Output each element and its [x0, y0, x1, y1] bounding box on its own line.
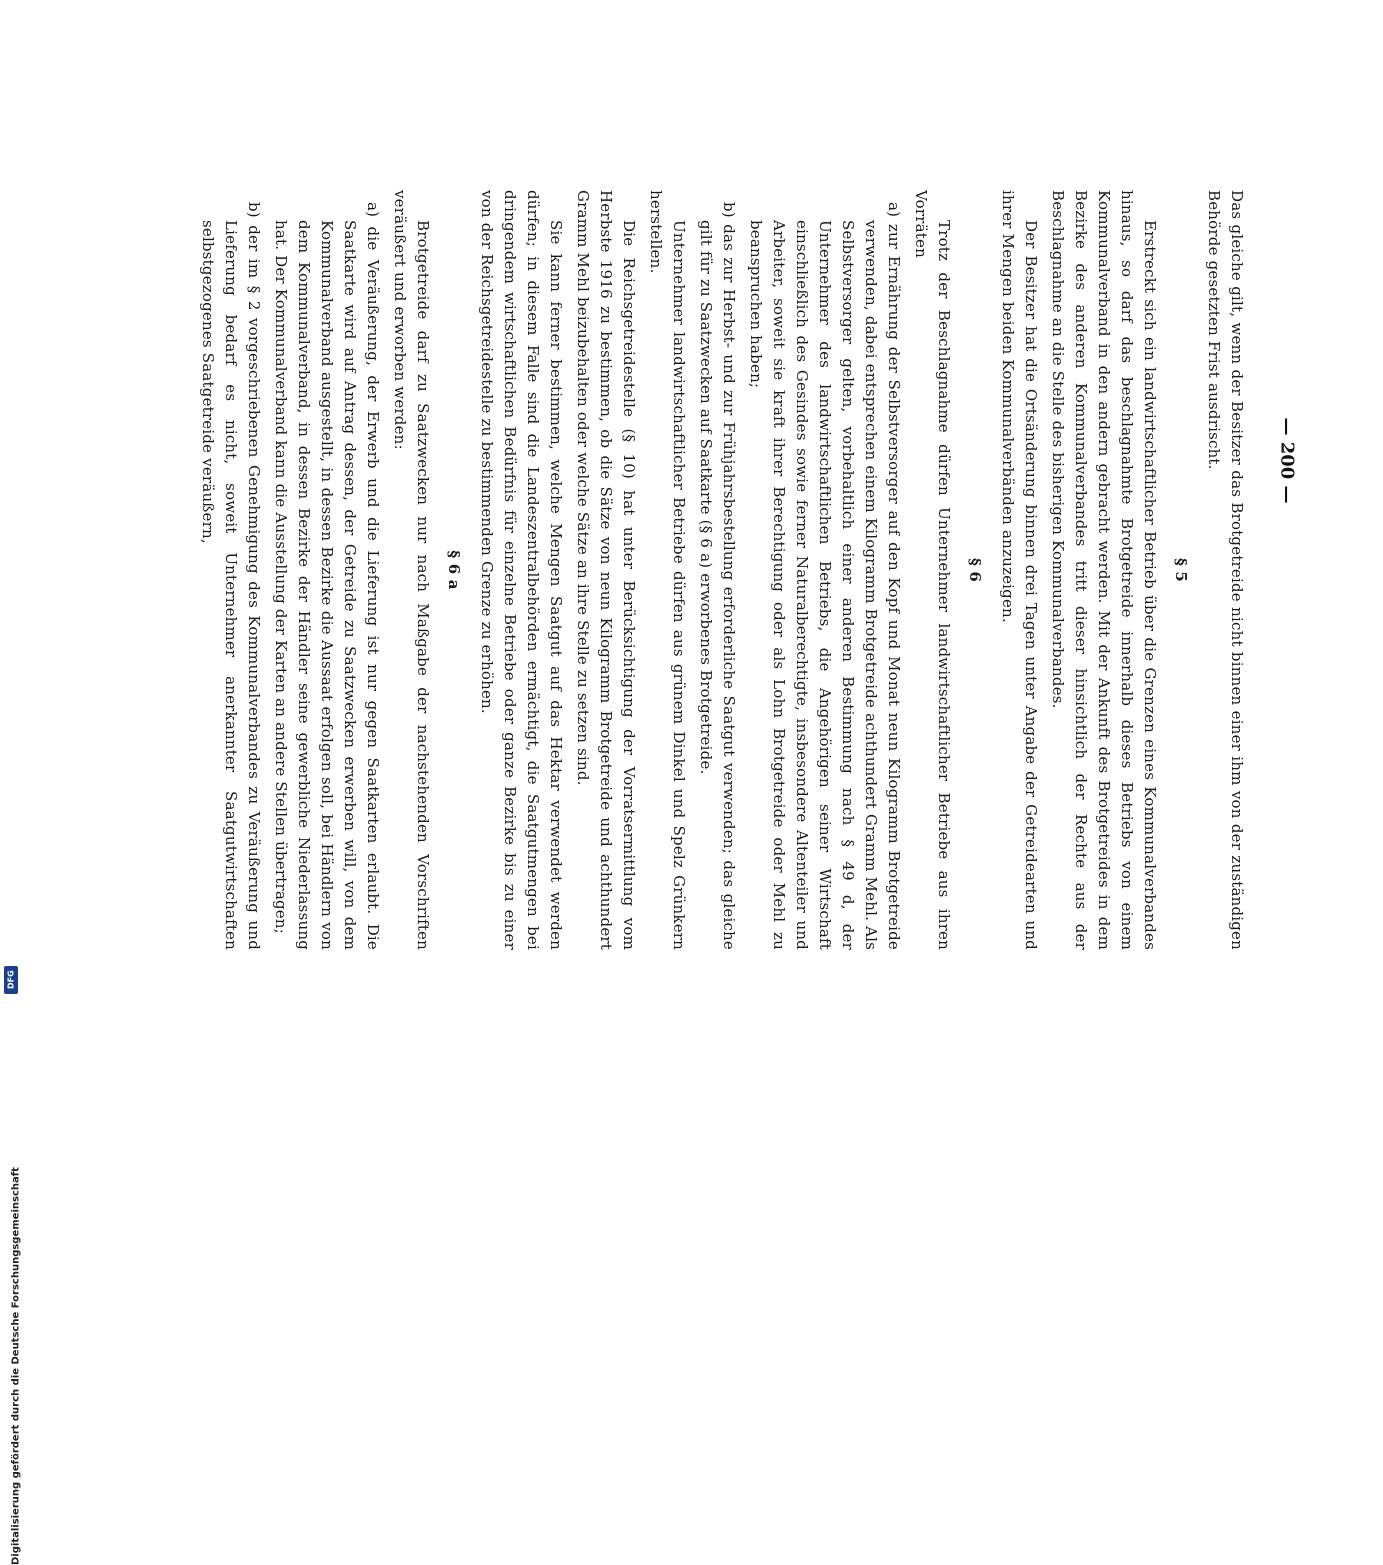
page-number: — 200 — [1276, 417, 1298, 504]
paragraph-6-item-b: b) das zur Herbst- und zur Frühjahrsbestellung erforderliche Saatgut verwenden; das gleiche gilt für zu Saatzwecken auf Saatkarte (§ 6 a) erworbenes Brotgetreide. [697, 202, 738, 950]
section-heading-6: § 6 [966, 557, 984, 583]
section-heading-6a: § 6 a [445, 550, 463, 590]
paragraph-intro: Das gleiche gilt, wenn der Besitzer das Brotgetreide nicht binnen einer ihm von der zuständigen Behörde gesetzten Frist ausdrischt. [1205, 190, 1246, 950]
paragraph-6-item-a: a) zur Ernährung der Selbstversorger auf den Kopf und Monat neun Kilogramm Brotgetreide verwenden, dabei entsprechen einem Kilogramm Brotgetreide achthundert Gramm Mehl. Als Selbstversorger gelten, vorbehaltlich einer anderen Bestimmung nach § 49 d, der Unternehmer des landwirtschaftlichen Betriebs, die Angehörigen seiner Wirtschaft einschließlich des Gesindes sowie ferner Naturalberechtigte, insbesondere Altenteiler und Arbeiter, soweit sie kraft ihrer Berechtigung oder als Lohn Brotgetreide oder Mehl zu beanspruchen haben; [747, 202, 903, 950]
section-heading-5: § 5 [1172, 557, 1190, 583]
paragraph-6-3: Die Reichsgetreidestelle (§ 10) hat unter Berücksichtigung der Vorratsermittlung vom Herbste 1916 zu bestimmen, ob die Sätze von neun Kilogramm Brotgetreide und achthundert Gramm Mehl beizubehalten oder welche Sätze an ihre Stelle zu setzen sind. [574, 190, 638, 950]
paragraph-5-1: Erstreckt sich ein landwirtschaftlicher Betrieb über die Grenzen eines Kommunalverbandes hinaus, so darf das beschlagnahmte Brotgetreide innerhalb dieses Betriebs von einem Kommunalverband in den andern gebracht werden. Mit der Ankunft des Brotgetreides in dem Bezirke des anderen Kommunalverbandes tritt dieser hinsichtlich der Rechte aus der Beschlagnahme an die Stelle des bisherigen Kommunalverbandes. [1049, 190, 1159, 950]
paragraph-6-4: Sie kann ferner bestimmen, welche Mengen Saatgut auf das Hektar verwendet werden dürfen; in diesem Falle sind die Landeszentralbehörden ermächtigt, die Saatgutmengen bei dringendem wirtschaftlichen Bedürfnis für einzelne Betriebe oder ganze Bezirke bis zu einer von der Reichsgetreidestelle zu bestimmenden Grenze zu erhöhen. [478, 190, 565, 950]
digitization-credit: Digitalisierung gefördert durch die Deutsche Forschungsgemeinschaft [10, 1167, 22, 1565]
paragraph-5-2: Der Besitzer hat die Ortsänderung binnen drei Tagen unter Angabe der Getreidearten und ihrer Mengen beiden Kommunalverbänden anzuzeigen. [999, 190, 1040, 950]
paragraph-6a-intro: Brotgetreide darf zu Saatzwecken nur nach Maßgabe der nachstehenden Vorschriften veräußert und erworben werden: [391, 190, 432, 950]
document-body [199, 190, 1248, 950]
paragraph-6a-item-a: a) die Veräußerung, der Erwerb und die Lieferung ist nur gegen Saatkarten erlaubt. Die Saatkarte wird auf Antrag dessen, der Getreide zu Saatzwecken erwerben will, von dem Kommunalverband ausgestellt, in dessen Bezirke die Aussaat erfolgen soll, bei Händlern von dem Kommunalverband, in dessen Bezirke der Händler seine gewerbliche Niederlassung hat. Der Kommunalverband kann die Ausstellung der Karten an andere Stellen übertragen; [272, 202, 382, 950]
paragraph-6-intro: Trotz der Beschlagnahme dürfen Unternehmer landwirtschaftlicher Betriebe aus ihren Vorräten [912, 190, 953, 950]
paragraph-6a-item-b: b) der im § 2 vorgeschriebenen Genehmigung des Kommunalverbandes zu Veräußerung und Lieferung bedarf es nicht, soweit Unternehmer anerkannter Saatgutwirtschaften selbstgezogenes Saatgetreide veräußern, [199, 202, 263, 950]
paragraph-6-2: Unternehmer landwirtschaftlicher Betriebe dürfen aus grünem Dinkel und Spelz Grünkern herstellen. [647, 190, 688, 950]
scan-credit-strip [0, 600, 22, 1565]
dfg-logo: DFG [4, 966, 18, 994]
